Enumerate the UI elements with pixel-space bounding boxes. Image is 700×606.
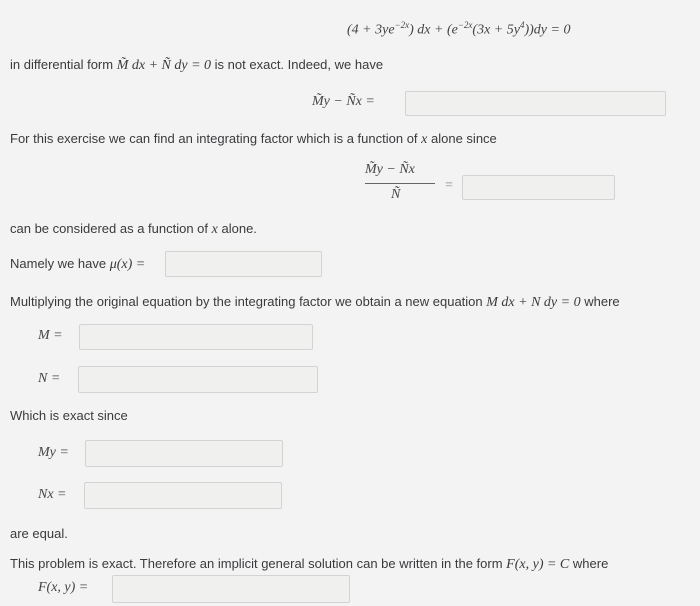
intro-text-after: is not exact. Indeed, we have	[214, 57, 384, 72]
equation-part4: ))dy = 0	[524, 22, 571, 38]
fraction-numerator: M̃y − Ñx	[365, 162, 415, 177]
m-field[interactable]	[79, 324, 313, 350]
mu-field[interactable]	[165, 251, 322, 277]
namely-text: Namely we have	[10, 256, 107, 271]
f-field[interactable]	[112, 575, 350, 603]
if-text-before: For this exercise we can find an integrating factor which is a function of	[10, 131, 418, 146]
multiplying-line	[10, 294, 620, 311]
my-label: My =	[38, 445, 69, 460]
fraction-bar	[365, 183, 435, 184]
equation-part2: ) dx + (e	[409, 22, 458, 38]
intro-text-before: in differential form	[10, 57, 114, 72]
equation-exp1: −2x	[394, 20, 410, 30]
my-field[interactable]	[85, 440, 283, 467]
considered-line	[10, 221, 257, 238]
nx-label: Nx =	[38, 487, 67, 502]
if-var: x	[421, 132, 428, 147]
equation-part3: (3x + 5y	[472, 22, 520, 38]
n-label: N =	[38, 371, 61, 386]
fraction-field[interactable]	[462, 175, 615, 200]
intro-form: M̃ dx + Ñ dy = 0	[116, 58, 212, 73]
namely-line	[10, 256, 145, 273]
considered-before: can be considered as a function of	[10, 221, 209, 236]
considered-var: x	[211, 222, 218, 237]
my-nx-label: M̃y − Ñx =	[312, 94, 375, 109]
namely-expr: μ(x) =	[109, 257, 146, 272]
exact-line: Which is exact since	[10, 408, 128, 423]
are-equal-line: are equal.	[10, 526, 68, 541]
equation-part1: (4 + 3ye	[347, 22, 395, 38]
final-where: where	[572, 556, 609, 571]
equation-exp3: 4	[519, 20, 525, 30]
f-label: F(x, y) =	[38, 580, 89, 595]
if-text-after: alone since	[431, 131, 497, 146]
multiplying-form: M dx + N dy = 0	[486, 295, 581, 310]
final-form: F(x, y) = C	[506, 557, 570, 572]
fraction-equals: =	[445, 178, 453, 193]
multiplying-where: where	[584, 294, 620, 309]
intro-line	[10, 57, 383, 74]
fraction	[365, 162, 435, 208]
fraction-denominator: Ñ	[391, 187, 401, 202]
integrating-factor-line	[10, 131, 497, 148]
equation-exp2: −2x	[457, 20, 473, 30]
multiplying-text: Multiplying the original equation by the integrating factor we obtain a new equation	[10, 294, 483, 309]
final-text-before: This problem is exact. Therefore an implicit general solution can be written in the form	[10, 556, 503, 571]
m-label: M =	[38, 328, 63, 343]
main-equation	[347, 20, 570, 39]
final-line	[10, 556, 608, 573]
n-field[interactable]	[78, 366, 318, 393]
considered-after: alone.	[221, 221, 257, 236]
my-nx-field[interactable]	[405, 91, 666, 116]
nx-field[interactable]	[84, 482, 282, 509]
